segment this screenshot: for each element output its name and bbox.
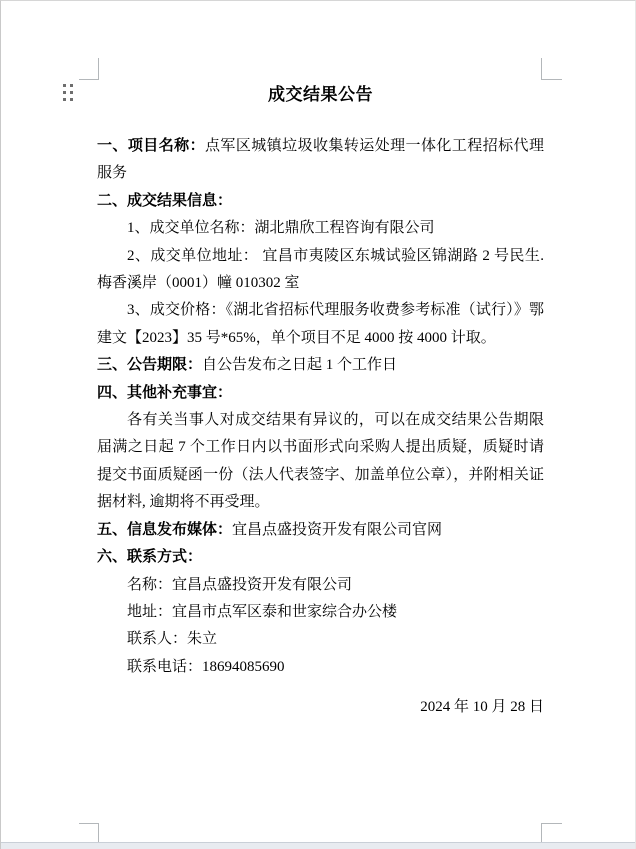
margin-mark-bottom-left: [79, 823, 99, 844]
margin-mark-top-left: [79, 58, 99, 80]
paragraph: [97, 544, 544, 571]
section-heading: 四、其他补充事宜：: [97, 384, 233, 401]
margin-mark-bottom-right: [541, 823, 562, 844]
document-date: 2024 年 10 月 28 日: [420, 699, 544, 716]
paragraph: 联系人：朱立: [127, 631, 218, 648]
document-body: [97, 133, 544, 681]
section-heading: 三、公告期限：: [97, 357, 203, 374]
section-heading: 六、联系方式：: [97, 549, 203, 566]
paragraph: 名称：宜昌点盛投资开发有限公司: [127, 576, 353, 593]
section-heading: 五、信息发布媒体：: [97, 521, 233, 538]
paragraph: [97, 380, 544, 407]
paragraph: 五、信息发布媒体：宜昌点盛投资开发有限公司官网: [97, 521, 443, 538]
paragraph: 联系电话：18694085690: [127, 658, 285, 675]
paragraph: 三、公告期限：自公告发布之日起 1 个工作日: [97, 357, 398, 374]
page-bottom-edge: [1, 842, 635, 849]
document-content: [97, 83, 544, 722]
paragraph: 3、成交价格：《湖北省招标代理服务收费参考标准（试行）》鄂建文【2023】35 号*65%，单个项目不足 4000 按 4000 计取。: [97, 302, 544, 346]
paragraph: 1、成交单位名称：湖北鼎欣工程咨询有限公司: [127, 220, 435, 237]
margin-mark-top-right: [541, 58, 562, 80]
paragraph: 地址：宜昌市点军区泰和世家综合办公楼: [127, 603, 398, 620]
paragraph: 2、成交单位地址： 宜昌市夷陵区东城试验区锦湖路 2 号民生.梅香溪岸（0001）幢 010302 室: [97, 247, 544, 292]
paragraph: 一、项目名称：点军区城镇垃圾收集转运处理一体化工程招标代理服务: [97, 138, 544, 182]
section-heading: 二、成交结果信息：: [97, 192, 233, 209]
paragraph: 各有关当事人对成交结果有异议的，可以在成交结果公告期限届满之日起 7 个工作日内以书面形式向采购人提出质疑，质疑时请提交书面质疑函一份（法人代表签字、加盖单位公章），并附相关证据材料, 逾期将不再受理。: [97, 412, 544, 511]
drag-handle-icon[interactable]: [62, 83, 74, 102]
document-title: 成交结果公告: [268, 85, 373, 104]
section-heading: 一、项目名称：: [97, 138, 205, 154]
paragraph: [97, 188, 544, 215]
